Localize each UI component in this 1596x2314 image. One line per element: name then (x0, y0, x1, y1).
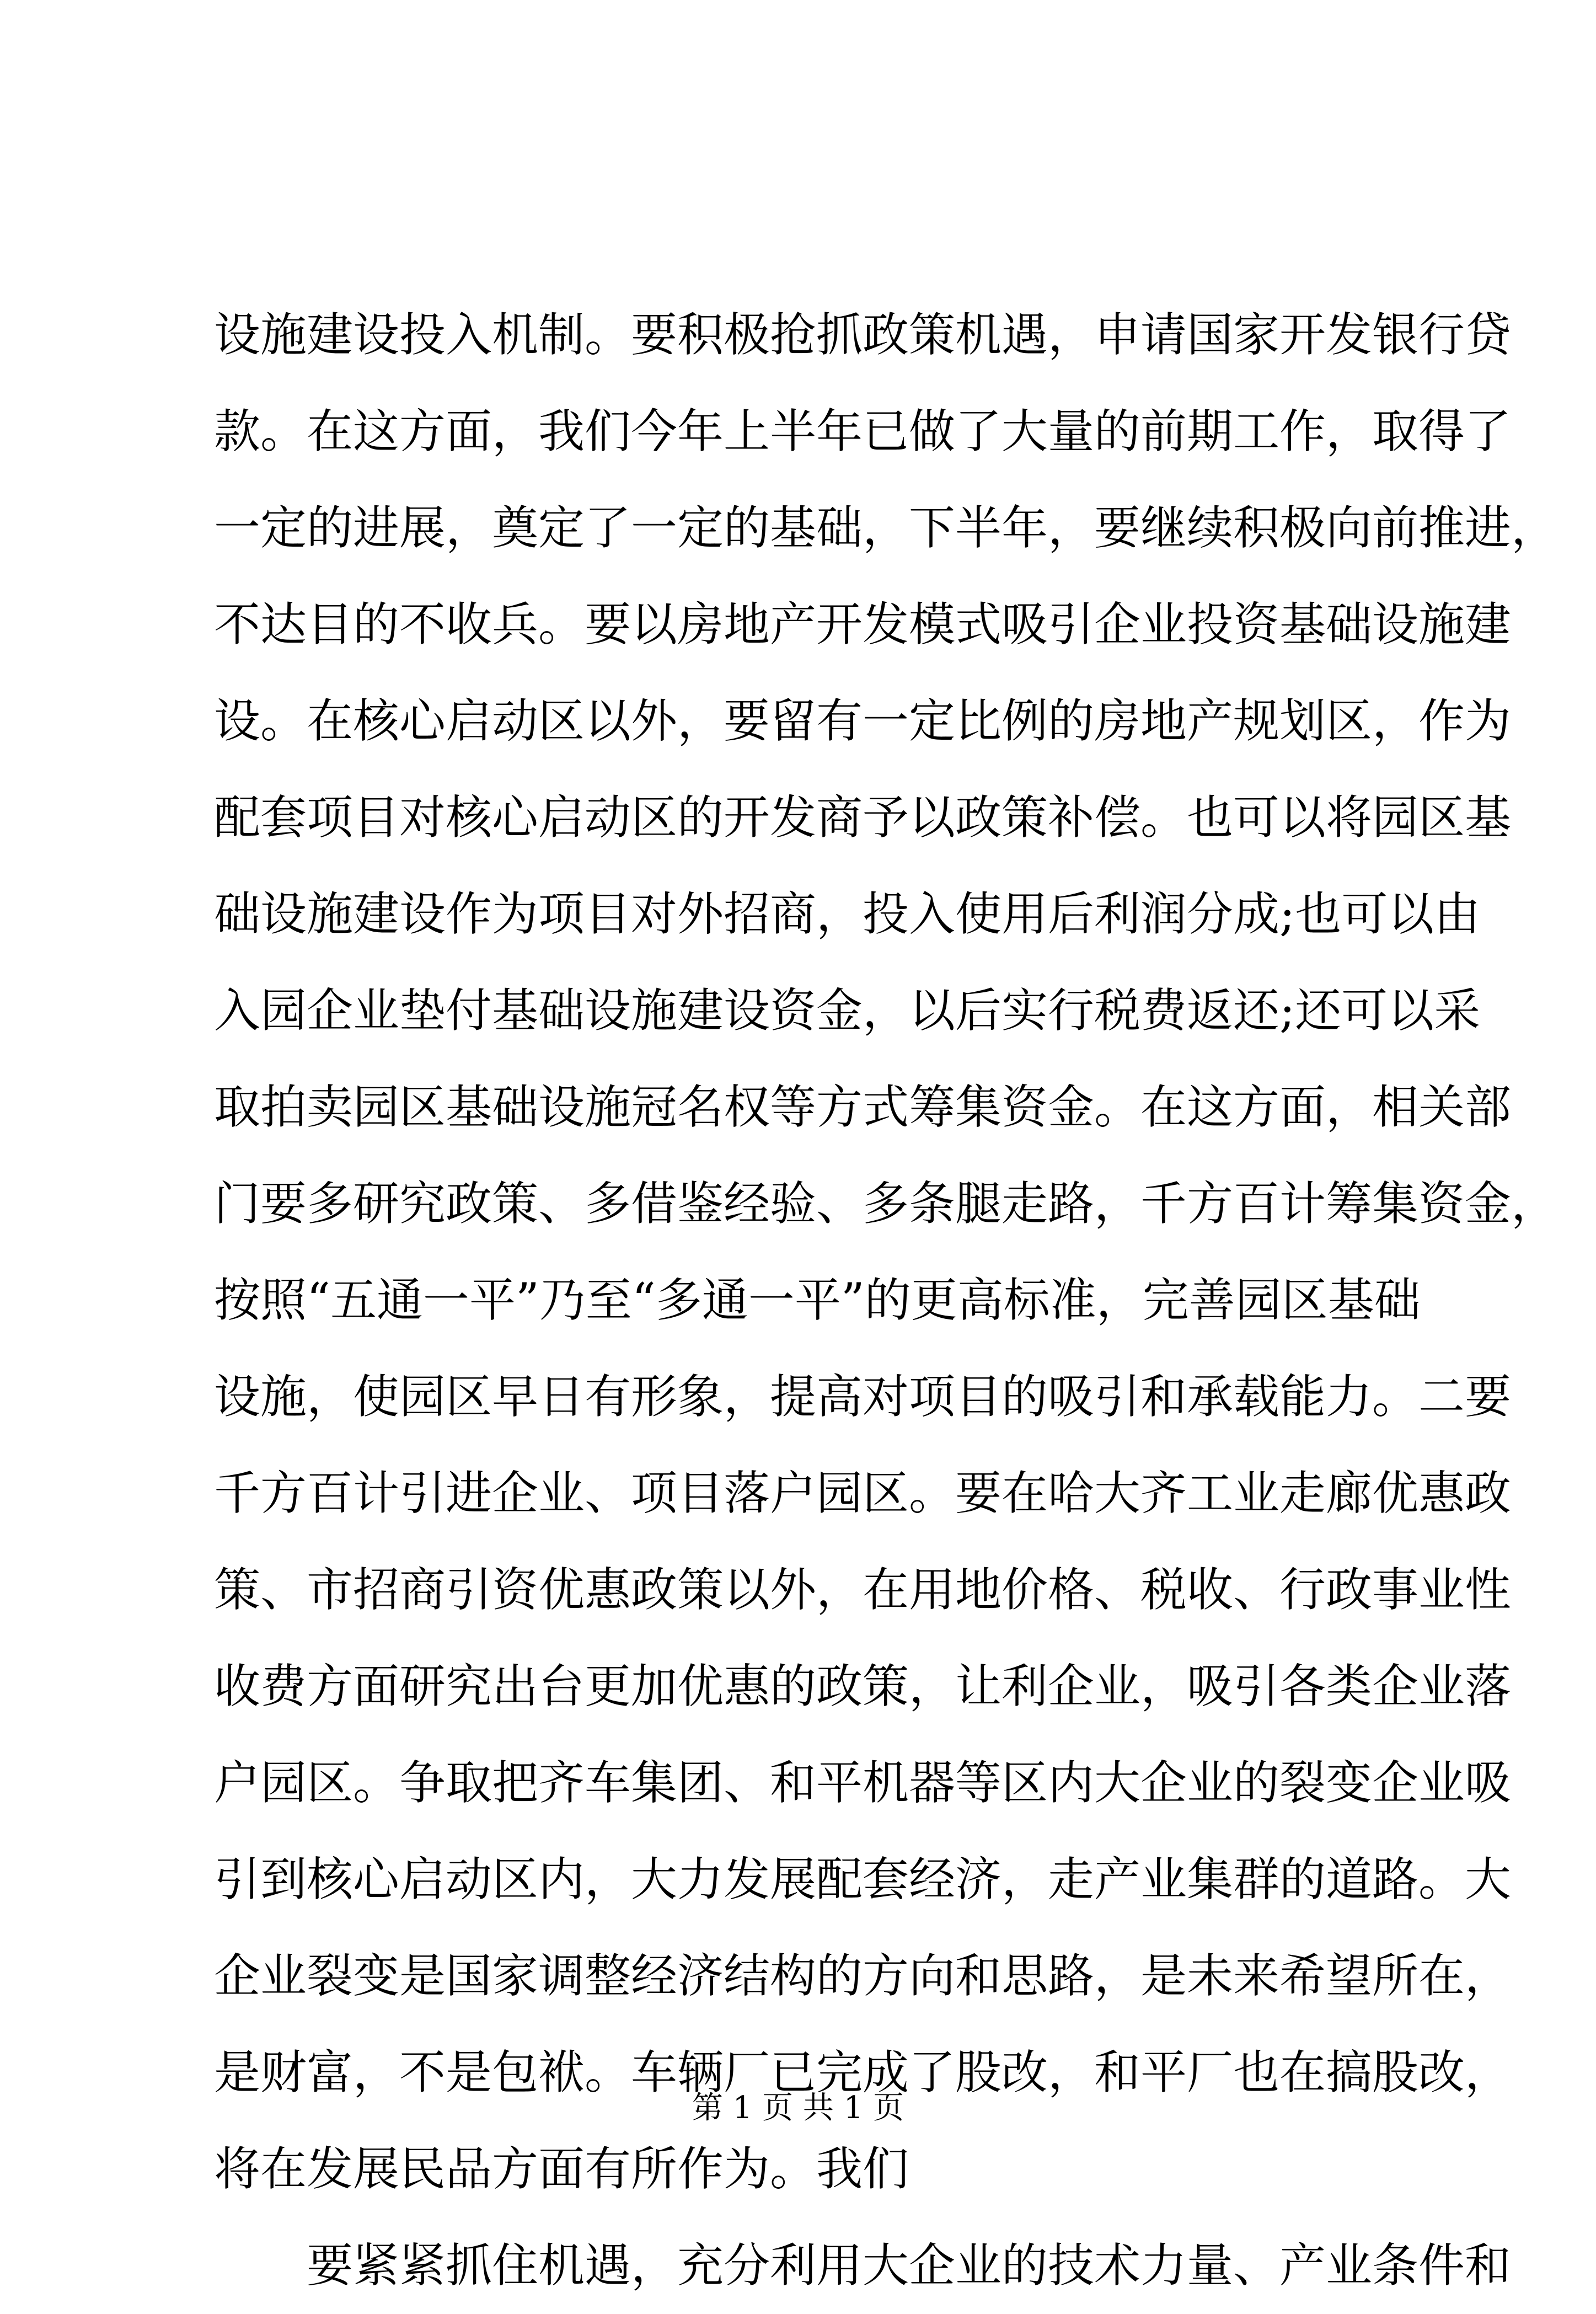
body-text (214, 287, 1558, 2314)
paragraph-first-line: 要紧紧抓住机遇，充分利用大企业的技术力量、产业条件和 (307, 2238, 1512, 2292)
text-line: 不达目的不收兵。要以房地产开发模式吸引企业投资基础设施建 (214, 597, 1512, 651)
page-footer: 第 1 页 共 1 页 (692, 2090, 904, 2126)
text-line: 一定的进展，奠定了一定的基础，下半年，要继续积极向前推进， (214, 501, 1558, 555)
text-line: 策、市招商引资优惠政策以外，在用地价格、税收、行政事业性 (214, 1563, 1512, 1617)
text-line: 取拍卖园区基础设施冠名权等方式筹集资金。在这方面，相关部 (214, 1080, 1512, 1134)
text-line: 础设施建设作为项目对外招商，投入使用后利润分成;也可以由 (214, 887, 1481, 941)
text-line: 户园区。争取把齐车集团、和平机器等区内大企业的裂变企业吸 (214, 1756, 1512, 1810)
text-line: 企业裂变是国家调整经济结构的方向和思路，是未来希望所在， (214, 1949, 1512, 2003)
text-line: 引到核心启动区内，大力发展配套经济，走产业集群的道路。大 (214, 1852, 1512, 1906)
text-line: 入园企业垫付基础设施建设资金，以后实行税费返还;还可以采 (214, 984, 1481, 1038)
text-line: 千方百计引进企业、项目落户园区。要在哈大齐工业走廊优惠政 (214, 1466, 1512, 1520)
text-line: 门要多研究政策、多借鉴经验、多条腿走路，千方百计筹集资金， (214, 1177, 1558, 1231)
text-line: 按照“五通一平”乃至“多通一平”的更高标准，完善园区基础 (214, 1273, 1421, 1327)
text-line: 收费方面研究出台更加优惠的政策，让利企业，吸引各类企业落 (214, 1659, 1512, 1713)
text-line: 设施，使园区早日有形象，提高对项目的吸引和承载能力。二要 (214, 1370, 1512, 1424)
text-line: 配套项目对核心启动区的开发商予以政策补偿。也可以将园区基 (214, 790, 1512, 845)
text-line: 是财富，不是包袱。车辆厂已完成了股改，和平厂也在搞股改， (214, 2045, 1512, 2099)
text-line: 设。在核心启动区以外，要留有一定比例的房地产规划区，作为 (214, 694, 1512, 748)
text-line: 设施建设投入机制。要积极抢抓政策机遇，申请国家开发银行贷 (214, 308, 1512, 362)
text-line: 款。在这方面，我们今年上半年已做了大量的前期工作，取得了 (214, 404, 1512, 458)
text-line: 将在发展民品方面有所作为。我们 (214, 2142, 909, 2196)
